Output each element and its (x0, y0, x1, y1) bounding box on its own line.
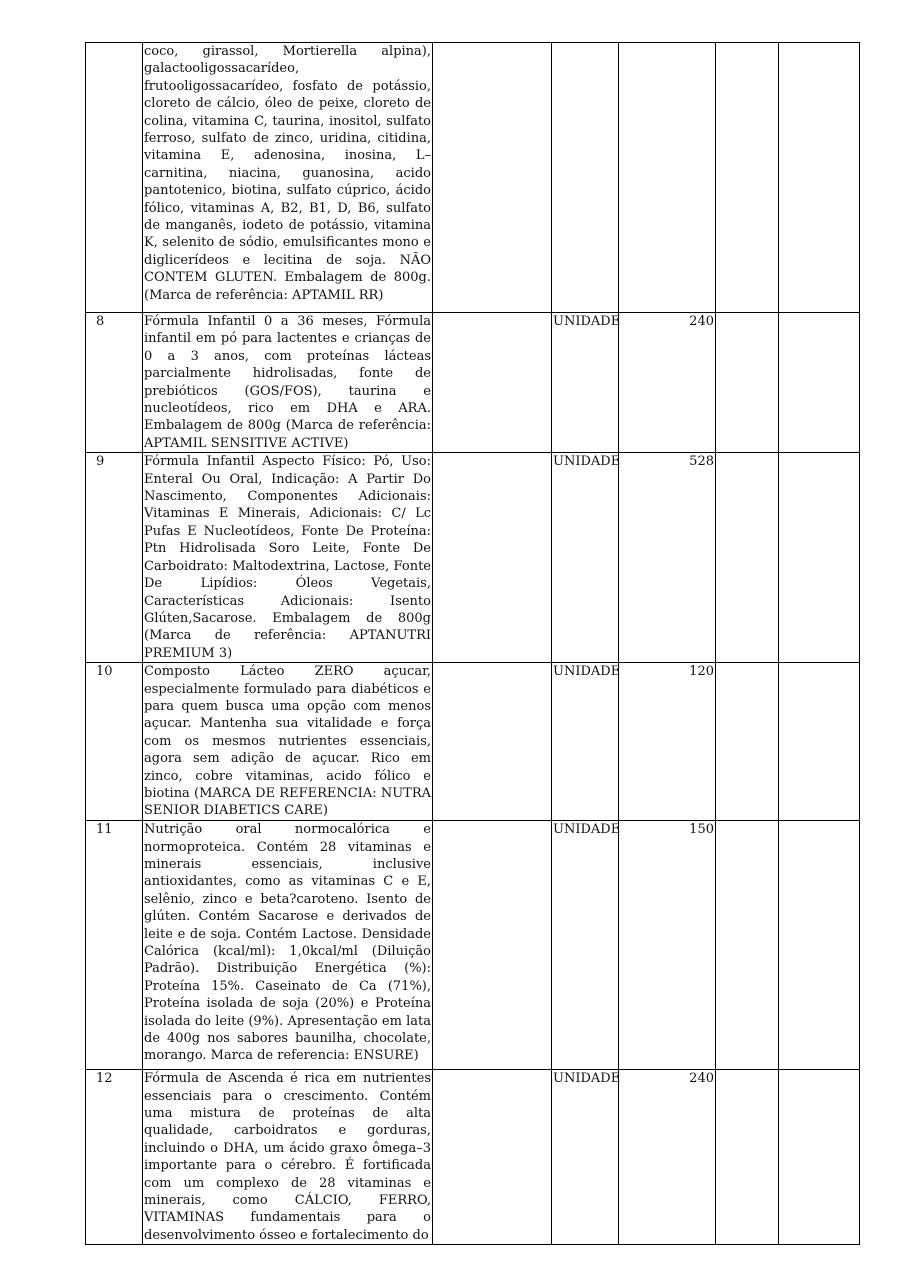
blank-cell (433, 821, 552, 1070)
blank-cell (779, 313, 860, 453)
blank-cell (716, 453, 779, 663)
item-quantity (619, 43, 716, 313)
blank-cell (716, 821, 779, 1070)
item-description (143, 43, 433, 313)
item-description (143, 663, 433, 821)
blank-cell (716, 313, 779, 453)
blank-cell (779, 821, 860, 1070)
table-row (86, 663, 860, 821)
blank-cell (433, 453, 552, 663)
item-unit: UNIDADE (552, 453, 619, 663)
item-quantity: 120 (619, 663, 716, 821)
blank-cell (779, 663, 860, 821)
blank-cell (433, 1070, 552, 1245)
blank-cell (779, 453, 860, 663)
item-number (86, 43, 143, 313)
item-description-text: Nutrição oral normocalórica e normoproteica. Contém 28 vitaminas e minerais essenciais, inclusive antioxidantes, como as vitaminas C e E, selênio, zinco e beta?caroteno. Isento de glúten. Contém Sacarose e derivados de leite e de soja. Contém Lactose. Densidade Calórica (kcal/ml): 1,0kcal/ml (Diluição Padrão). Distribuição Energética (%): Proteína 15%. Caseinato de Ca (71%), Proteína isolada de soja (20%) e Proteína isolada do leite (9%). Apresentação em lata de 400g nos sabores baunilha, chocolate, morango. Marca de referencia: ENSURE) (144, 822, 431, 1064)
item-quantity: 150 (619, 821, 716, 1070)
items-table (85, 42, 860, 1245)
item-description-text: Composto Lácteo ZERO açucar, especialmente formulado para diabéticos e para quem busca uma opção com menos açucar. Mantenha sua vitalidade e força com os mesmos nutrientes essenciais, agora sem adição de açucar. Rico em zinco, cobre vitaminas, acido fólico e biotina (MARCA DE REFERENCIA: NUTRA SENIOR DIABETICS CARE) (144, 664, 431, 819)
item-description-text: Fórmula Infantil Aspecto Físico: Pó, Uso: Enteral Ou Oral, Indicação: A Partir Do Nascimento, Componentes Adicionais: Vitaminas E Minerais, Adicionais: C/ Lc Pufas E Nucleotídeos, Fonte De Proteína: Ptn Hidrolisada Soro Leite, Fonte De Carboidrato: Maltodextrina, Lactose, Fonte De Lipídios: Óleos Vegetais, Características Adicionais: Isento Glúten,Sacarose. Embalagem de 800g (Marca de referência: APTANUTRI PREMIUM 3) (144, 454, 431, 661)
item-description (143, 1070, 433, 1245)
item-number: 11 (86, 821, 143, 1070)
item-number: 8 (86, 313, 143, 453)
blank-cell (433, 43, 552, 313)
table-row (86, 43, 860, 313)
table-row (86, 453, 860, 663)
blank-cell (716, 663, 779, 821)
item-description (143, 313, 433, 453)
item-description-text: Fórmula Infantil 0 a 36 meses, Fórmula infantil em pó para lactentes e crianças de 0 a 3 anos, com proteínas lácteas parcialmente hidrolisadas, fonte de prebióticos (GOS/FOS), taurina e nucleotídeos, rico em DHA e ARA. Embalagem de 800g (Marca de referência: APTAMIL SENSITIVE ACTIVE) (144, 314, 431, 451)
blank-cell (779, 43, 860, 313)
item-number: 10 (86, 663, 143, 821)
item-unit (552, 43, 619, 313)
blank-cell (716, 43, 779, 313)
item-number: 12 (86, 1070, 143, 1245)
item-quantity: 240 (619, 1070, 716, 1245)
item-unit: UNIDADE (552, 821, 619, 1070)
item-description-text: Fórmula de Ascenda é rica em nutrientes essenciais para o crescimento. Contém uma mistura de proteínas de alta qualidade, carboidratos e gorduras, incluindo o DHA, um ácido graxo ômega–3 importante para o cérebro. É fortificada com um complexo de 28 vitaminas e minerais, como CÁLCIO, FERRO, VITAMINAS fundamentais para o desenvolvimento ósseo e fortalecimento do (144, 1071, 431, 1243)
blank-cell (716, 1070, 779, 1245)
item-description-text: coco, girassol, Mortierella alpina), galactooligossacarídeo, frutooligossacarídeo, fosfato de potássio, cloreto de cálcio, óleo de peixe, cloreto de colina, vitamina C, taurina, inositol, sulfato ferroso, sulfato de zinco, uridina, citidina, vitamina E, adenosina, inosina, L–carnitina, niacina, guanosina, acido pantotenico, biotina, sulfato cúprico, ácido fólico, vitaminas A, B2, B1, D, B6, sulfato de manganês, iodeto de potássio, vitamina K, selenito de sódio, emulsificantes mono e diglicerídeos e lecitina de soja. NÃO CONTEM GLUTEN. Embalagem de 800g. (Marca de referência: APTAMIL RR) (144, 44, 431, 303)
blank-cell (433, 663, 552, 821)
item-unit: UNIDADE (552, 663, 619, 821)
item-unit: UNIDADE (552, 313, 619, 453)
table-row (86, 313, 860, 453)
blank-cell (433, 313, 552, 453)
item-description (143, 453, 433, 663)
blank-cell (779, 1070, 860, 1245)
item-quantity: 240 (619, 313, 716, 453)
item-unit: UNIDADE (552, 1070, 619, 1245)
item-description (143, 821, 433, 1070)
item-number: 9 (86, 453, 143, 663)
table-row (86, 1070, 860, 1245)
table-row (86, 821, 860, 1070)
item-quantity: 528 (619, 453, 716, 663)
